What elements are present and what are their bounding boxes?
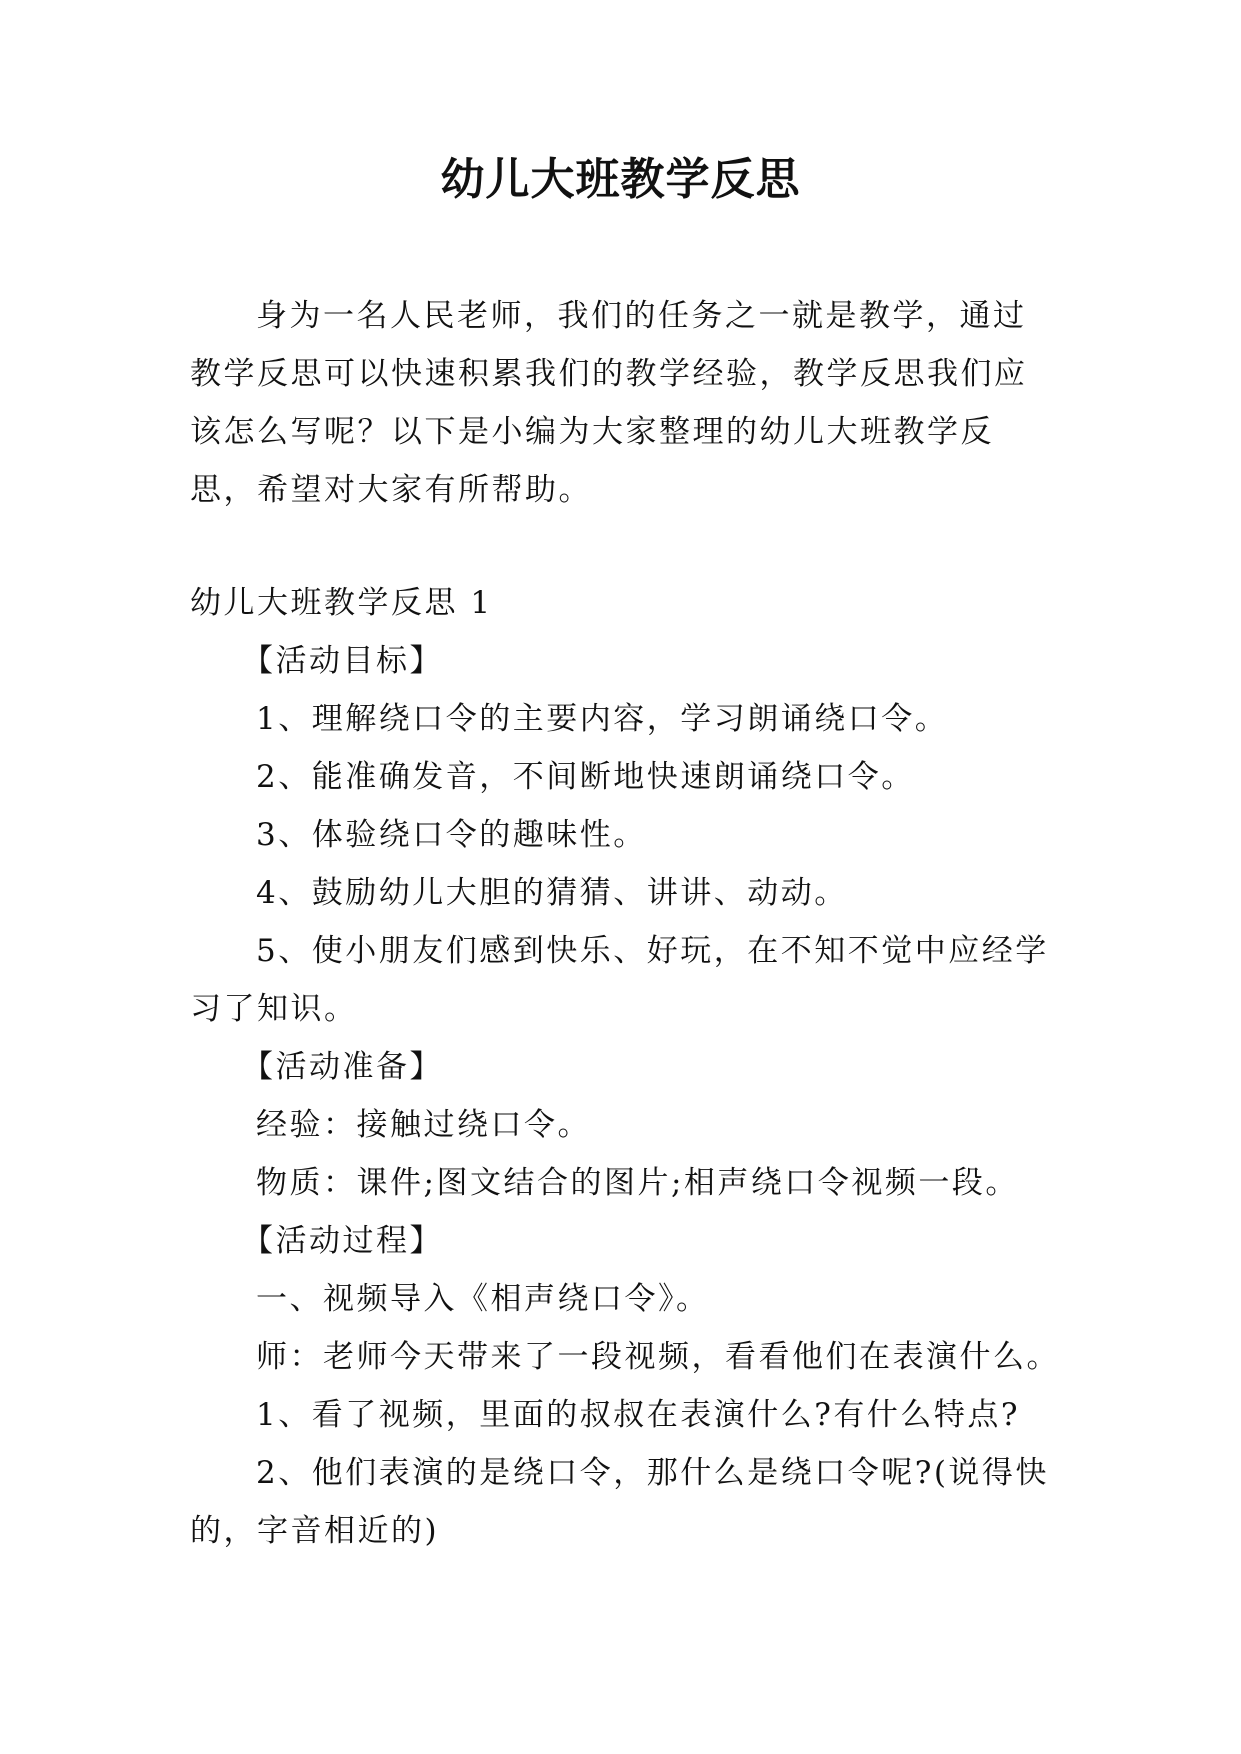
process-step-1: 一、视频导入《相声绕口令》。 bbox=[256, 1281, 710, 1317]
goal-item-2: 2、能准确发音，不间断地快速朗诵绕口令。 bbox=[256, 759, 915, 795]
goals-heading: 【活动目标】 bbox=[242, 643, 443, 679]
goal-item-5: 5、使小朋友们感到快乐、好玩，在不知不觉中应经学习了知识。 bbox=[190, 933, 1049, 1027]
prep-experience: 经验：接触过绕口令。 bbox=[256, 1107, 591, 1143]
goal-item-3: 3、体验绕口令的趣味性。 bbox=[256, 817, 647, 853]
process-teacher-line: 师：老师今天带来了一段视频，看看他们在表演什么。 bbox=[256, 1339, 1060, 1375]
goal-item-4: 4、鼓励幼儿大胆的猜猜、讲讲、动动。 bbox=[256, 875, 848, 911]
document-title: 幼儿大班教学反思 bbox=[440, 154, 801, 205]
process-question-1: 1、看了视频，里面的叔叔在表演什么?有什么特点? bbox=[256, 1397, 1020, 1433]
section-1 bbox=[190, 574, 1060, 1560]
prep-heading: 【活动准备】 bbox=[242, 1049, 443, 1085]
process-heading: 【活动过程】 bbox=[242, 1223, 443, 1259]
section-heading: 幼儿大班教学反思 1 bbox=[190, 585, 493, 621]
goal-item-1: 1、理解绕口令的主要内容，学习朗诵绕口令。 bbox=[256, 701, 949, 737]
intro-paragraph: 身为一名人民老师，我们的任务之一就是教学，通过教学反思可以快速积累我们的教学经验，教学反思我们应该怎么写呢？以下是小编为大家整理的幼儿大班教学反思，希望对大家有所帮助。 bbox=[190, 298, 1028, 508]
prep-materials: 物质：课件;图文结合的图片;相声绕口令视频一段。 bbox=[256, 1165, 1019, 1201]
process-question-2: 2、他们表演的是绕口令，那什么是绕口令呢?(说得快的，字音相近的) bbox=[190, 1455, 1049, 1549]
